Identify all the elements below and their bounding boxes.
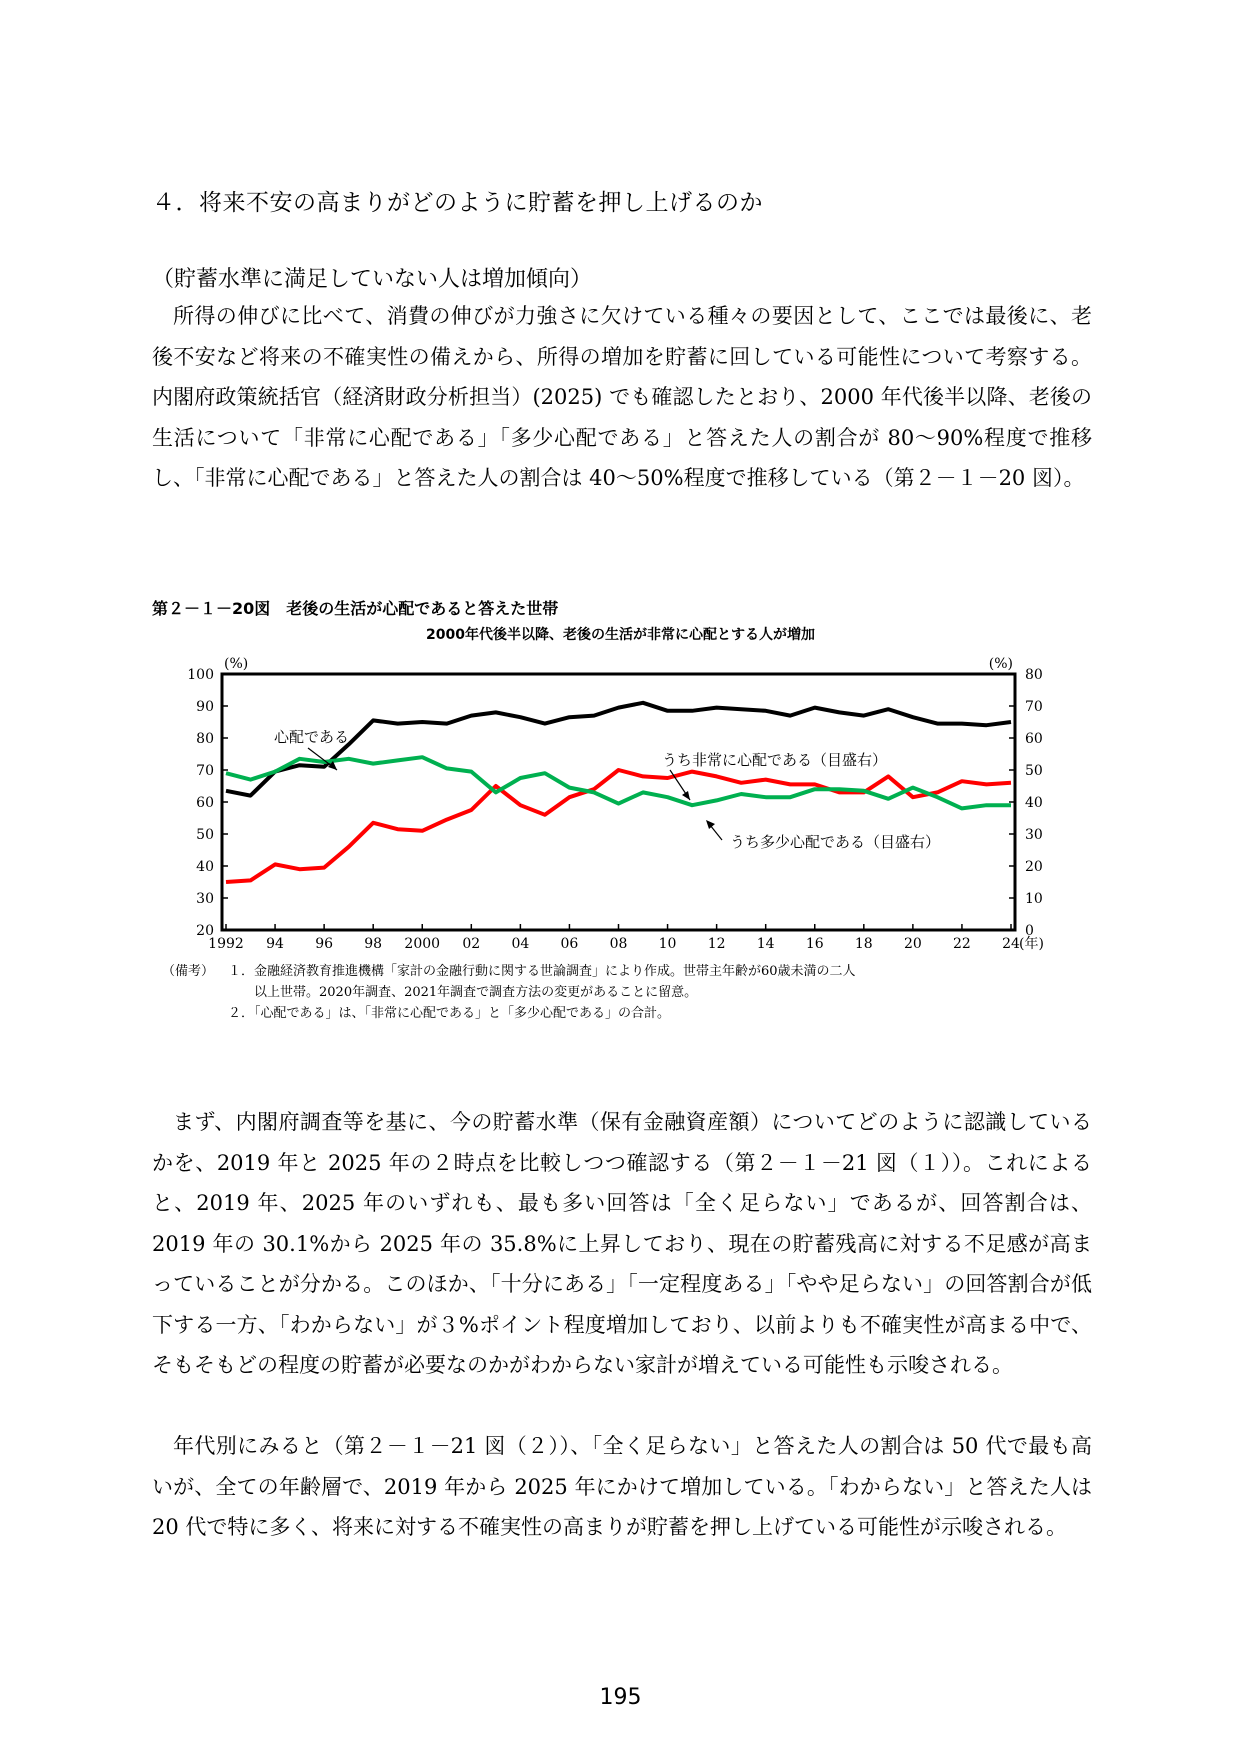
page-number: 195: [599, 1685, 642, 1710]
section-title: ４．将来不安の高まりがどのように貯蓄を押し上げるのか: [152, 190, 763, 216]
x-tick-label: 12: [707, 936, 726, 952]
line-chart: [150, 650, 1080, 955]
x-tick-label: 96: [315, 936, 334, 952]
notes-label: （備考）: [162, 964, 215, 979]
left-tick-label: 50: [196, 827, 214, 843]
figure-notes: [162, 961, 1054, 1024]
right-tick-label: 0: [1025, 923, 1034, 939]
x-tick-label: 18: [854, 936, 873, 952]
x-axis-unit: (年): [1019, 936, 1044, 952]
right-tick-label: 80: [1025, 667, 1043, 683]
figure-subtitle: 2000年代後半以降、老後の生活が非常に心配とする人が増加: [426, 627, 815, 643]
paragraph-3: 年代別にみると（第２－１－21 図（２））、「全く足らない」と答えた人の割合は 50 代で最も高いが、全ての年齢層で、2019 年から 2025 年にかけて増加している。「わからない」と答えた人は 20 代で特に多く、将来に対する不確実性の高まりが貯蓄を押し上げている可能性が示唆される。: [152, 1434, 1092, 1539]
left-tick-label: 80: [196, 731, 214, 747]
paragraph-1: 所得の伸びに比べて、消費の伸びが力強さに欠けている種々の要因として、ここでは最後に、老後不安など将来の不確実性の備えから、所得の増加を貯蓄に回している可能性について考察する。内閣府政策統括官（経済財政分析担当）(2025) でも確認したとおり、2000 年代後半以降、老後の生活について「非常に心配である」「多少心配である」と答えた人の割合が 80～90%程度で推移し、「非常に心配である」と答えた人の割合は 40～50%程度で推移している（第２－１－20 図）。: [152, 304, 1092, 490]
x-tick-label: 98: [364, 936, 383, 952]
annotation-arrowhead-very-worried: [682, 791, 690, 800]
note-1-cont: 以上世帯。2020年調査、2021年調査で調査方法の変更があることに留意。: [254, 985, 698, 1000]
left-tick-label: 70: [196, 763, 214, 779]
x-tick-label: 06: [560, 936, 579, 952]
right-tick-label: 60: [1025, 731, 1043, 747]
x-tick-label: 2000: [404, 936, 441, 952]
left-tick-label: 20: [196, 923, 214, 939]
x-tick-label: 04: [511, 936, 530, 952]
x-tick-label: 02: [462, 936, 481, 952]
right-tick-label: 50: [1025, 763, 1043, 779]
x-tick-label: 16: [805, 936, 824, 952]
left-tick-label: 90: [196, 699, 214, 715]
left-axis-unit: (%): [224, 656, 249, 672]
right-tick-label: 40: [1025, 795, 1043, 811]
right-tick-label: 10: [1025, 891, 1043, 907]
x-tick-label: 10: [658, 936, 677, 952]
annotation-somewhat-worried: うち多少心配である（目盛右）: [730, 833, 941, 851]
x-tick-label: 08: [609, 936, 628, 952]
x-tick-label: 94: [266, 936, 284, 952]
right-axis-unit: (%): [988, 656, 1013, 672]
x-tick-label: 24: [1002, 936, 1020, 952]
left-tick-label: 100: [187, 667, 214, 683]
annotation-very-worried: うち非常に心配である（目盛右）: [662, 751, 888, 769]
x-tick-label: 22: [953, 936, 971, 952]
right-tick-label: 70: [1025, 699, 1043, 715]
x-tick-label: 1992: [208, 936, 244, 952]
paragraph-2: まず、内閣府調査等を基に、今の貯蓄水準（保有金融資産額）についてどのように認識しているかを、2019 年と 2025 年の２時点を比較しつつ確認する（第２－１－21 図（１））。これによると、2019 年、2025 年のいずれも、最も多い回答は「全く足らない」であるが、回答割合は、2019 年の 30.1%から 2025 年の 35.8%に上昇しており、現在の貯蓄残高に対する不足感が高まっていることが分かる。このほか、「十分にある」「一定程度ある」「やや足らない」の回答割合が低下する一方、「わからない」が３%ポイント程度増加しており、以前よりも不確実性が高まる中で、そもそもどの程度の貯蓄が必要なのかがわからない家計が増えている可能性も示唆される。: [152, 1110, 1092, 1377]
annotation-arrowhead-somewhat-worried: [706, 820, 715, 829]
left-tick-label: 40: [196, 859, 214, 875]
note-2: ２．「心配である」は、「非常に心配である」と「多少心配である」の合計。: [228, 1006, 671, 1021]
note-1: １．金融経済教育推進機構「家計の金融行動に関する世論調査」により作成。世帯主年齢が60歳未満の二人: [228, 964, 856, 979]
figure-title: 第２－１－20図 老後の生活が心配であると答えた世帯: [152, 599, 559, 618]
x-tick-label: 20: [903, 936, 922, 952]
right-tick-label: 30: [1025, 827, 1043, 843]
annotation-worried: 心配である: [274, 728, 350, 746]
subheading: （貯蓄水準に満足していない人は増加傾向）: [152, 267, 593, 292]
series-line-very-worried: [226, 770, 1011, 882]
annotation-arrow-somewhat-worried: [710, 825, 722, 840]
left-tick-label: 30: [196, 891, 214, 907]
x-tick-label: 14: [756, 936, 775, 952]
left-tick-label: 60: [196, 795, 214, 811]
right-tick-label: 20: [1025, 859, 1043, 875]
